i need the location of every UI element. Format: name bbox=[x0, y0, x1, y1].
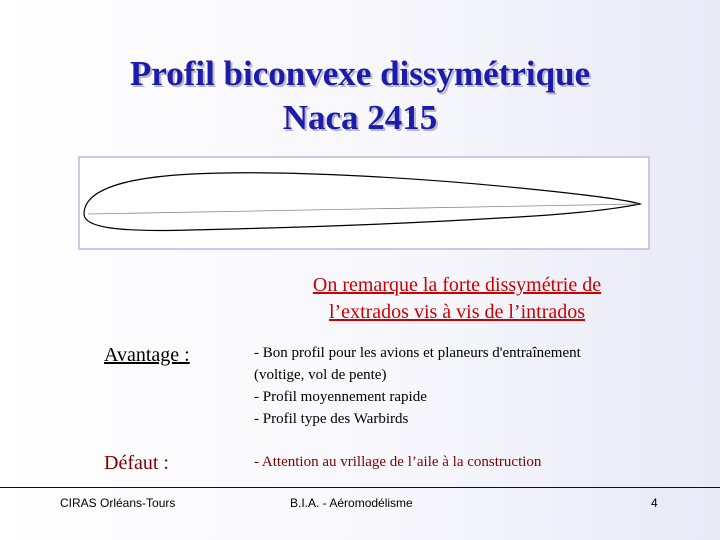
advantages-list bbox=[254, 342, 674, 430]
advantage-item: (voltige, vol de pente) bbox=[254, 367, 387, 383]
airfoil-image bbox=[78, 156, 650, 250]
airfoil-profile-drawing bbox=[80, 158, 648, 248]
page-number: 4 bbox=[651, 496, 658, 510]
title-line-2: Naca 2415 bbox=[282, 98, 438, 137]
remark-line-2: l’extrados vis à vis de l’intrados bbox=[328, 301, 586, 323]
footer-divider bbox=[0, 487, 720, 488]
advantages-label: Avantage : bbox=[104, 344, 190, 366]
advantage-item: - Profil type des Warbirds bbox=[254, 411, 409, 427]
advantage-item: - Profil moyennement rapide bbox=[254, 389, 427, 405]
slide-title bbox=[0, 52, 720, 140]
airfoil-outline bbox=[84, 173, 640, 231]
airfoil-chord-line bbox=[88, 204, 638, 214]
remark-text bbox=[276, 272, 638, 326]
defect-label: Défaut : bbox=[104, 452, 169, 474]
remark-line-1: On remarque la forte dissymétrie de bbox=[312, 274, 602, 296]
advantage-item: - Bon profil pour les avions et planeurs d'entraînement bbox=[254, 345, 581, 361]
footer-organization: CIRAS Orléans-Tours bbox=[60, 496, 176, 510]
title-line-1: Profil biconvexe dissymétrique bbox=[129, 54, 591, 93]
defect-text: - Attention au vrillage de l’aile à la construction bbox=[254, 454, 542, 470]
footer-course: B.I.A. - Aéromodélisme bbox=[290, 496, 413, 510]
